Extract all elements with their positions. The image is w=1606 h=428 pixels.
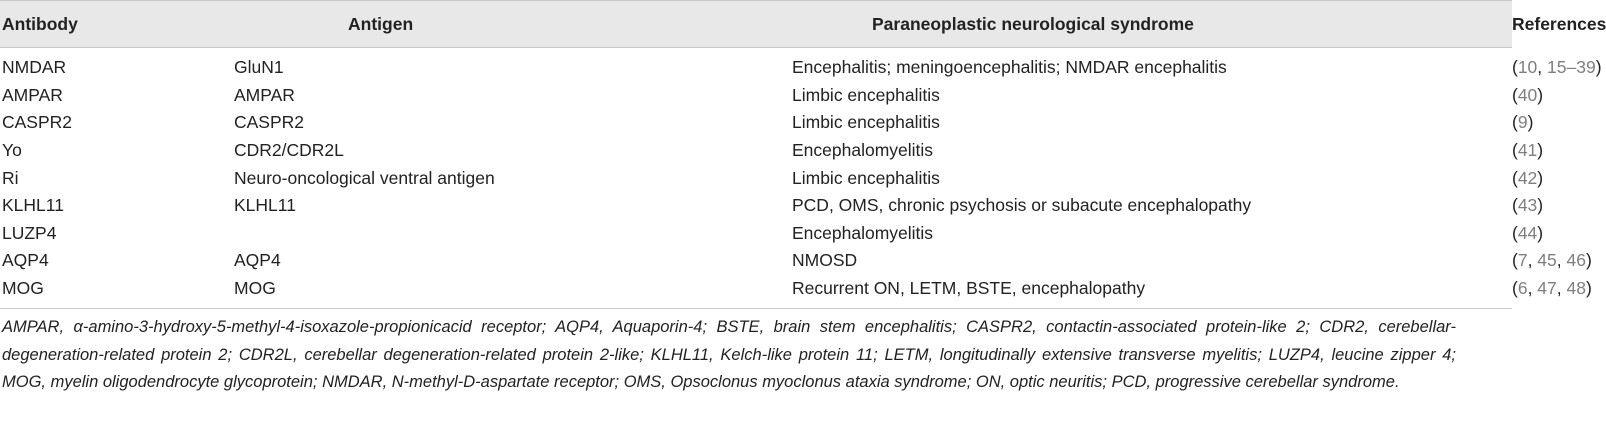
table-row: Yo CDR2/CDR2L Encephalomyelitis (41) bbox=[0, 137, 1512, 165]
table-row: AMPAR AMPAR Limbic encephalitis (40) bbox=[0, 82, 1512, 110]
table-row: CASPR2 CASPR2 Limbic encephalitis (9) bbox=[0, 109, 1512, 137]
table-row: KLHL11 KLHL11 PCD, OMS, chronic psychosis or subacute encephalopathy (43) bbox=[0, 192, 1512, 220]
header-row: Antibody Antigen Paraneoplastic neurological syndrome References bbox=[0, 1, 1512, 48]
cell-antibody: AQP4 bbox=[2, 250, 49, 271]
cell-antibody: NMDAR bbox=[2, 57, 67, 78]
table-footnote: AMPAR, α-amino-3-hydroxy-5-methyl-4-isoxazole-propionicacid receptor; AQP4, Aquaporin-4; BSTE, brain stem encephalitis; CASPR2, contactin-associated protein-like 2; CDR2, cerebellar-degeneration-related protein 2; CDR2L, cerebellar degeneration-related protein 2-like; KLHL11, Kelch-like protein 11; LETM, longitudinally extensive transverse myelitis; LUZP4, leucine zipper 4; MOG, myelin oligodendrocyte glycoprotein; NMDAR, N-methyl-D-aspartate receptor; OMS, Opsoclonus myoclonus ataxia syndrome; ON, optic neuritis; PCD, progressive cerebellar syndrome. bbox=[2, 318, 1456, 392]
reference-link[interactable]: 10 bbox=[1517, 57, 1538, 78]
cell-antibody: CASPR2 bbox=[2, 112, 73, 133]
table-body bbox=[0, 48, 1602, 309]
reference-link[interactable]: 45 bbox=[1537, 250, 1557, 271]
reference-link[interactable]: 48 bbox=[1566, 278, 1586, 299]
header-antigen: Antigen bbox=[234, 1, 792, 48]
reference-link[interactable]: 7 bbox=[1517, 250, 1528, 271]
header-antibody: Antibody bbox=[0, 1, 234, 48]
cell-syndrome: Limbic encephalitis bbox=[792, 167, 940, 188]
cell-syndrome: PCD, OMS, chronic psychosis or subacute encephalopathy bbox=[792, 195, 1252, 216]
cell-antigen: AMPAR bbox=[234, 84, 295, 105]
reference-link[interactable]: 43 bbox=[1517, 195, 1538, 216]
cell-antibody: LUZP4 bbox=[2, 222, 57, 243]
table-row: MOG MOG Recurrent ON, LETM, BSTE, encephalopathy (6, 47, 48) bbox=[0, 275, 1512, 309]
header-syndrome: Paraneoplastic neurological syndrome bbox=[792, 1, 1512, 48]
cell-antigen: Neuro-oncological ventral antigen bbox=[234, 167, 495, 188]
cell-antibody: KLHL11 bbox=[2, 195, 64, 216]
reference-link[interactable]: 47 bbox=[1537, 278, 1557, 299]
cell-syndrome: Limbic encephalitis bbox=[792, 84, 940, 105]
cell-antibody: MOG bbox=[0, 275, 234, 309]
cell-antigen: GluN1 bbox=[234, 57, 284, 78]
reference-link[interactable]: 9 bbox=[1517, 112, 1528, 133]
cell-antigen: MOG bbox=[234, 275, 792, 309]
cell-syndrome: Encephalitis; meningoencephalitis; NMDAR encephalitis bbox=[792, 57, 1227, 78]
cell-antigen: KLHL11 bbox=[234, 195, 296, 216]
table-row: Ri Neuro-oncological ventral antigen Limbic encephalitis (42) bbox=[0, 164, 1512, 192]
table-row: AQP4 AQP4 NMOSD (7, 45, 46) bbox=[0, 247, 1512, 275]
cell-syndrome: Encephalomyelitis bbox=[792, 140, 934, 161]
cell-antigen: CASPR2 bbox=[234, 112, 305, 133]
cell-antibody: Ri bbox=[2, 167, 19, 188]
cell-antigen: CDR2/CDR2L bbox=[234, 140, 344, 161]
cell-syndrome: NMOSD bbox=[792, 250, 858, 271]
reference-link[interactable]: 41 bbox=[1517, 140, 1538, 161]
cell-syndrome: Limbic encephalitis bbox=[792, 112, 940, 133]
cell-syndrome: Encephalomyelitis bbox=[792, 222, 934, 243]
cell-antibody: Yo bbox=[2, 140, 22, 161]
cell-antigen: AQP4 bbox=[234, 250, 281, 271]
table-row: NMDAR GluN1 Encephalitis; meningoencephalitis; NMDAR encephalitis (10, 15–39) bbox=[0, 48, 1512, 82]
reference-link[interactable]: 44 bbox=[1517, 222, 1538, 243]
reference-link[interactable]: 6 bbox=[1517, 278, 1528, 299]
reference-link[interactable]: 40 bbox=[1517, 84, 1538, 105]
reference-link[interactable]: 42 bbox=[1517, 167, 1538, 188]
reference-link[interactable]: 46 bbox=[1566, 250, 1586, 271]
table-row: LUZP4 Encephalomyelitis (44) bbox=[0, 220, 1512, 248]
cell-antibody: AMPAR bbox=[2, 84, 63, 105]
reference-link[interactable]: 15–39 bbox=[1547, 57, 1596, 78]
cell-syndrome: Recurrent ON, LETM, BSTE, encephalopathy bbox=[792, 275, 1512, 309]
cell-antigen bbox=[234, 220, 792, 248]
